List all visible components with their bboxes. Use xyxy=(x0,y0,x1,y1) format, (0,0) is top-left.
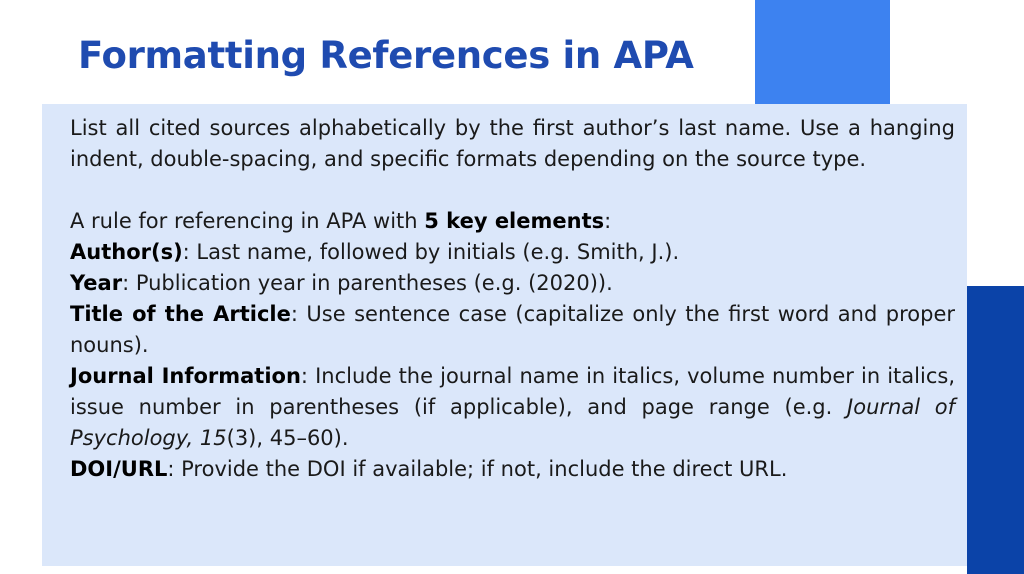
rule-emphasis: 5 key elements xyxy=(424,209,605,233)
element-journal xyxy=(70,361,955,454)
element-doi xyxy=(70,454,955,485)
element-description: : Publication year in parentheses (e.g. (2020)). xyxy=(122,271,613,295)
element-term: Title of the Article xyxy=(70,302,291,326)
element-author xyxy=(70,237,955,268)
slide-title: Formatting References in APA xyxy=(78,34,694,77)
rule-suffix: : xyxy=(604,209,612,233)
element-description: : Include the journal name in italics, volume number in italics, issue number in parentheses (if applicable), and page range (e.g. xyxy=(70,364,955,419)
element-year xyxy=(70,268,955,299)
element-title xyxy=(70,299,955,361)
element-description: : Last name, followed by initials (e.g. Smith, J.). xyxy=(182,240,680,264)
element-term: Journal Information xyxy=(70,364,301,388)
accent-block-right xyxy=(967,286,1024,574)
element-description-end: (3), 45–60). xyxy=(226,426,349,450)
element-description: : Provide the DOI if available; if not, include the direct URL. xyxy=(167,457,788,481)
journal-example: Journal of Psychology, 15 xyxy=(70,395,956,450)
element-term: DOI/URL xyxy=(70,457,168,481)
intro-paragraph: List all cited sources alphabetically by the first author’s last name. Use a hanging indent, double-spacing, and specific formats depending on the source type. xyxy=(70,116,955,171)
rule-prefix: A rule for referencing in APA with xyxy=(70,209,425,233)
element-term: Author(s) xyxy=(70,240,183,264)
element-term: Year xyxy=(70,271,123,295)
accent-block-top xyxy=(755,0,890,104)
slide-body xyxy=(70,113,955,485)
rule-line xyxy=(70,206,955,237)
element-description: : Use sentence case (capitalize only the first word and proper nouns). xyxy=(70,302,956,357)
